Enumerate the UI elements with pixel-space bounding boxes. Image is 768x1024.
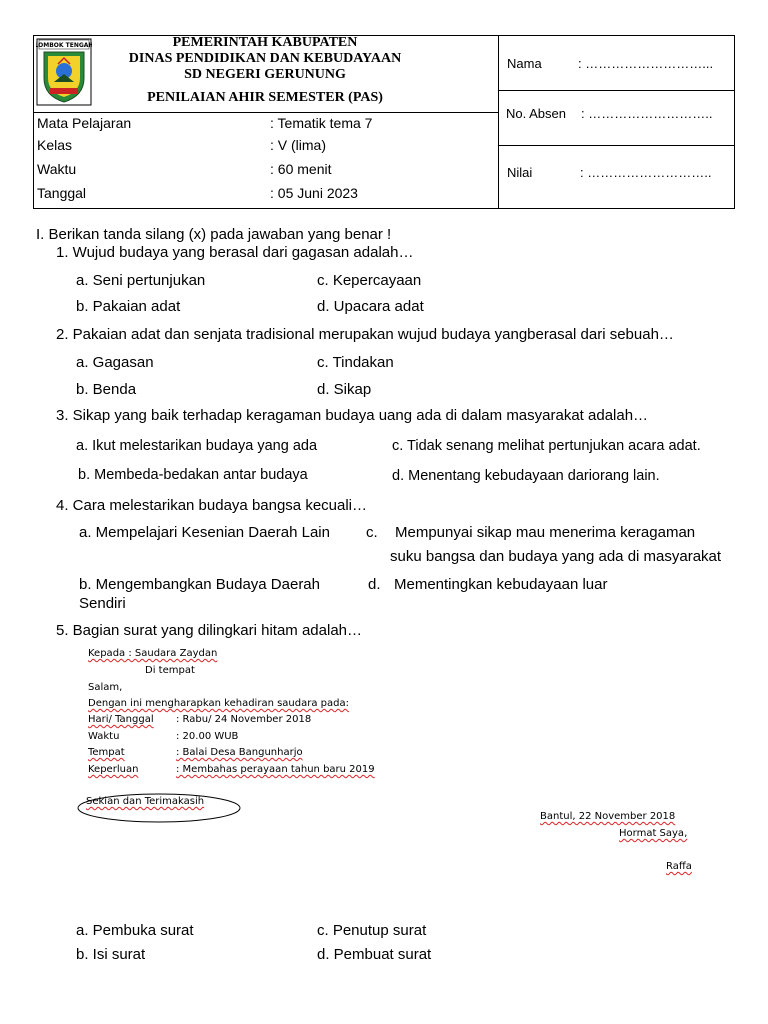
letter-row-key-2: Waktu <box>88 731 120 742</box>
q5-option-a: a. Pembuka surat <box>76 922 194 939</box>
q4-option-d-letter: d. <box>368 576 381 593</box>
letter-row-value-1: : Rabu/ 24 November 2018 <box>176 714 312 725</box>
header-line-1: PEMERINTAH KABUPATEN <box>172 35 358 50</box>
info-value-class: : V (lima) <box>270 137 326 153</box>
q1-option-b: b. Pakaian adat <box>76 298 181 315</box>
letter-greeting: Salam, <box>88 682 123 693</box>
q4-option-b-line1: b. Mengembangkan Budaya Daerah <box>79 576 320 593</box>
letter-row-value-2: : 20.00 WUB <box>176 731 239 742</box>
letter-row-key-1: Hari/ Tanggal <box>88 714 154 725</box>
info-label-subject: Mata Pelajaran <box>37 115 132 131</box>
student-name-field: : ………………………... <box>578 56 714 71</box>
q3-option-d: d. Menentang kebudayaan dariorang lain. <box>392 468 660 484</box>
q1-option-c: c. Kepercayaan <box>317 272 422 289</box>
info-label-class: Kelas <box>37 137 73 153</box>
letter-regards: Hormat Saya, <box>619 828 688 839</box>
student-number-field: : ……………………….. <box>581 106 713 121</box>
q4-option-d: Mementingkan kebudayaan luar <box>394 576 608 593</box>
letter-place: Di tempat <box>145 665 195 676</box>
q4-option-c-line1: Mempunyai sikap mau menerima keragaman <box>395 524 696 541</box>
letter-signer: Raffa <box>666 861 692 872</box>
student-score-field: : ……………………….. <box>580 165 712 180</box>
info-value-time: : 60 menit <box>270 161 332 177</box>
info-label-time: Waktu <box>37 161 77 177</box>
letter-intro: Dengan ini mengharapkan kehadiran saudara pada: <box>88 698 349 709</box>
question-1: 1. Wujud budaya yang berasal dari gagasan adalah… <box>56 244 414 261</box>
instruction: I. Berikan tanda silang (x) pada jawaban yang benar ! <box>36 226 392 243</box>
q3-option-a: a. Ikut melestarikan budaya yang ada <box>76 438 318 454</box>
student-label-score: Nilai <box>507 165 533 180</box>
q1-option-d: d. Upacara adat <box>317 298 424 315</box>
q3-option-c: c. Tidak senang melihat pertunjukan acara adat. <box>392 438 701 454</box>
letter-row-key-3: Tempat <box>88 747 125 758</box>
svg-text:LOMBOK TENGAH: LOMBOK TENGAH <box>36 42 92 49</box>
student-label-number: No. Absen <box>506 106 566 121</box>
question-3: 3. Sikap yang baik terhadap keragaman budaya uang ada di dalam masyarakat adalah… <box>56 407 649 424</box>
q2-option-c: c. Tindakan <box>317 354 394 371</box>
student-label-name: Nama <box>507 56 542 71</box>
header-line-3: SD NEGERI GERUNUNG <box>184 67 346 82</box>
info-value-subject: : Tematik tema 7 <box>270 115 373 131</box>
info-value-date: : 05 Juni 2023 <box>270 185 358 201</box>
q1-option-a: a. Seni pertunjukan <box>76 272 206 289</box>
school-district-logo <box>36 38 92 106</box>
q2-option-a: a. Gagasan <box>76 354 154 371</box>
q4-option-a: a. Mempelajari Kesenian Daerah Lain <box>79 524 330 541</box>
q4-option-c-letter: c. <box>366 524 378 541</box>
letter-closing: Sekian dan Terimakasih <box>86 796 205 807</box>
q4-option-b-line2: Sendiri <box>79 595 126 612</box>
q2-option-b: b. Benda <box>76 381 137 398</box>
q5-option-c: c. Penutup surat <box>317 922 427 939</box>
q4-option-c-line2: suku bangsa dan budaya yang ada di masyarakat <box>390 548 722 565</box>
q2-option-d: d. Sikap <box>317 381 372 398</box>
info-label-date: Tanggal <box>37 185 87 201</box>
question-2: 2. Pakaian adat dan senjata tradisional merupakan wujud budaya yangberasal dari sebuah… <box>56 326 674 343</box>
letter-row-value-4: : Membahas perayaan tahun baru 2019 <box>176 764 375 775</box>
header-line-2: DINAS PENDIDIKAN DAN KEBUDAYAAN <box>128 51 402 66</box>
question-5: 5. Bagian surat yang dilingkari hitam adalah… <box>56 622 363 639</box>
letter-date: Bantul, 22 November 2018 <box>540 811 676 822</box>
letter-row-value-3: : Balai Desa Bangunharjo <box>176 747 303 758</box>
letter-row-key-4: Keperluan <box>88 764 139 775</box>
q3-option-b: b. Membeda-bedakan antar budaya <box>78 467 308 483</box>
exam-title: PENILAIAN AHIR SEMESTER (PAS) <box>147 90 383 105</box>
q5-option-b: b. Isi surat <box>76 946 146 963</box>
question-4: 4. Cara melestarikan budaya bangsa kecuali… <box>56 497 368 514</box>
q5-option-d: d. Pembuat surat <box>317 946 432 963</box>
letter-recipient: Kepada : Saudara Zaydan <box>88 648 218 659</box>
